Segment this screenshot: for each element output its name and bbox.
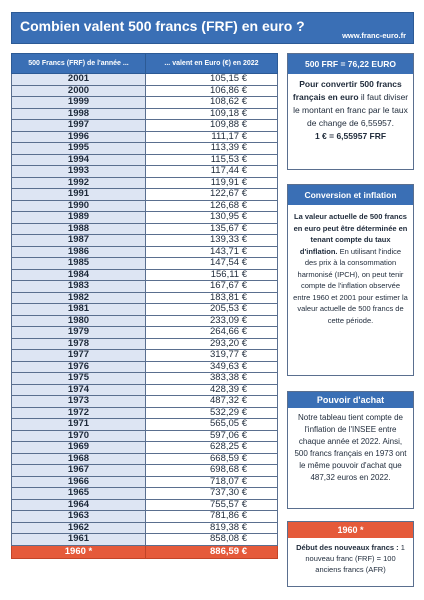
row-value: 126,68 € (146, 200, 278, 212)
row-value: 143,71 € (146, 246, 278, 258)
table-row (12, 269, 278, 281)
purchasing-power-box-title: Pouvoir d'achat (288, 392, 413, 408)
inflation-box-text: En utilisant l'indice des prix à la consommation harmonisé (IPCH), on peut tenir compte de l'inflation observée entre 1960 et 2001 pour estimer la valeur actuelle de 500 francs de cette période. (293, 246, 408, 325)
row-year: 1968 (12, 453, 146, 465)
row-year: 1975 (12, 373, 146, 385)
row-value: 105,15 € (146, 74, 278, 86)
row-value: 167,67 € (146, 281, 278, 293)
table-row (12, 200, 278, 212)
row-value: 597,06 € (146, 430, 278, 442)
row-value: 119,91 € (146, 177, 278, 189)
row-value: 183,81 € (146, 292, 278, 304)
table-row (12, 350, 278, 362)
site-url: www.franc-euro.fr (342, 31, 406, 40)
row-value: 428,39 € (146, 384, 278, 396)
new-franc-box-text: 1 nouveau franc (FRF) = 100 anciens francs (AFR) (305, 543, 405, 574)
row-year: 1963 (12, 511, 146, 523)
col-value-header: ... valent en Euro (€) en 2022 (146, 54, 278, 74)
row-value: 122,67 € (146, 189, 278, 201)
row-year: 1967 (12, 465, 146, 477)
row-value: 858,08 € (146, 534, 278, 546)
row-year: 1995 (12, 143, 146, 155)
row-value: 109,88 € (146, 120, 278, 132)
row-year: 1984 (12, 269, 146, 281)
table-row (12, 327, 278, 339)
row-value: 147,54 € (146, 258, 278, 270)
table-row (12, 212, 278, 224)
row-year: 1969 (12, 442, 146, 454)
row-year: 1990 (12, 200, 146, 212)
row-value: 233,09 € (146, 315, 278, 327)
row-value: 117,44 € (146, 166, 278, 178)
table-row (12, 430, 278, 442)
row-year: 1961 (12, 534, 146, 546)
row-year: 1994 (12, 154, 146, 166)
row-value: 115,53 € (146, 154, 278, 166)
row-value: 349,63 € (146, 361, 278, 373)
table-row (12, 476, 278, 488)
table-row (12, 304, 278, 316)
rate-box-bold-text: Pour convertir 500 francs français en euro (292, 79, 402, 102)
row-value: 106,86 € (146, 85, 278, 97)
table-row (12, 166, 278, 178)
row-year: 1983 (12, 281, 146, 293)
rate-box (287, 53, 414, 170)
row-year: 1998 (12, 108, 146, 120)
row-value: 487,32 € (146, 396, 278, 408)
row-year: 1979 (12, 327, 146, 339)
row-year: 1987 (12, 235, 146, 247)
inflation-box-body (288, 205, 413, 332)
new-franc-box-title: 1960 * (288, 522, 413, 538)
row-year: 1962 (12, 522, 146, 534)
purchasing-power-box (287, 391, 414, 509)
page-header (11, 12, 414, 44)
row-value: 718,07 € (146, 476, 278, 488)
row-value: 135,67 € (146, 223, 278, 235)
row-value: 139,33 € (146, 235, 278, 247)
row-year: 1991 (12, 189, 146, 201)
table-row (12, 154, 278, 166)
row-value: 628,25 € (146, 442, 278, 454)
table-row (12, 534, 278, 546)
table-row (12, 108, 278, 120)
new-franc-box (287, 521, 414, 587)
row-year: 1993 (12, 166, 146, 178)
row-year: 1992 (12, 177, 146, 189)
table-row (12, 74, 278, 86)
row-year: 1996 (12, 131, 146, 143)
new-franc-box-bold-text: Début des nouveaux francs : (296, 543, 399, 552)
row-value: 205,53 € (146, 304, 278, 316)
row-year: 1970 (12, 430, 146, 442)
table-row-1960 (12, 545, 278, 558)
row-value: 383,38 € (146, 373, 278, 385)
table-row (12, 373, 278, 385)
table-row (12, 522, 278, 534)
row-value: 781,86 € (146, 511, 278, 523)
row-year: 1965 (12, 488, 146, 500)
rate-box-body (288, 74, 413, 147)
table-row (12, 97, 278, 109)
row-year: 1988 (12, 223, 146, 235)
purchasing-power-box-text: Notre tableau tient compte de l'inflation de l'INSEE entre chaque année et 2022. Ainsi, 500 francs français en 1973 ont le même pouvoir d'achat que 487,32 euros en 2022. (294, 413, 407, 482)
row-year: 1973 (12, 396, 146, 408)
table-row (12, 85, 278, 97)
row-year: 1974 (12, 384, 146, 396)
row-value: 819,38 € (146, 522, 278, 534)
table-header-row (12, 54, 278, 74)
table-row (12, 246, 278, 258)
col-year-header: 500 Francs (FRF) de l'année ... (12, 54, 146, 74)
row-year: 1986 (12, 246, 146, 258)
new-franc-box-body (288, 538, 413, 579)
row-value: 565,05 € (146, 419, 278, 431)
table-row (12, 396, 278, 408)
rate-box-rate: 1 € = 6,55957 FRF (314, 131, 387, 141)
table-row (12, 131, 278, 143)
table-row (12, 511, 278, 523)
row-year: 1982 (12, 292, 146, 304)
row-year: 2000 (12, 85, 146, 97)
row-value: 319,77 € (146, 350, 278, 362)
row-year: 1960 * (12, 545, 146, 558)
table-row (12, 235, 278, 247)
row-year: 1972 (12, 407, 146, 419)
table-row (12, 361, 278, 373)
table-row (12, 419, 278, 431)
table-row (12, 499, 278, 511)
inflation-box-bold-text: La valeur actuelle de 500 francs en euro peut être déterminée en tenant compte du taux d'inflation. (293, 212, 408, 256)
inflation-box-title: Conversion et inflation (288, 185, 413, 205)
row-value: 532,29 € (146, 407, 278, 419)
table-body (12, 74, 278, 559)
table-row (12, 223, 278, 235)
table-row (12, 488, 278, 500)
table-row (12, 177, 278, 189)
row-year: 2001 (12, 74, 146, 86)
row-value: 668,59 € (146, 453, 278, 465)
conversion-table (11, 53, 278, 559)
row-value: 108,62 € (146, 97, 278, 109)
row-year: 1999 (12, 97, 146, 109)
table-row (12, 281, 278, 293)
rate-box-title: 500 FRF = 76,22 EURO (288, 54, 413, 74)
inflation-box (287, 184, 414, 376)
table-row (12, 407, 278, 419)
row-year: 1980 (12, 315, 146, 327)
row-year: 1978 (12, 338, 146, 350)
row-year: 1997 (12, 120, 146, 132)
row-value: 109,18 € (146, 108, 278, 120)
table-row (12, 258, 278, 270)
row-value: 111,17 € (146, 131, 278, 143)
table-row (12, 315, 278, 327)
row-value: 130,95 € (146, 212, 278, 224)
row-value: 264,66 € (146, 327, 278, 339)
row-year: 1977 (12, 350, 146, 362)
row-year: 1985 (12, 258, 146, 270)
table-row (12, 120, 278, 132)
row-value: 156,11 € (146, 269, 278, 281)
table-row (12, 453, 278, 465)
row-value: 737,30 € (146, 488, 278, 500)
row-value: 698,68 € (146, 465, 278, 477)
table-row (12, 465, 278, 477)
table-row (12, 189, 278, 201)
row-year: 1966 (12, 476, 146, 488)
table-row (12, 442, 278, 454)
row-year: 1989 (12, 212, 146, 224)
rate-box-text: il faut diviser le montant en franc par le taux de change de 6,55957. (293, 92, 409, 128)
table-row (12, 143, 278, 155)
table-row (12, 292, 278, 304)
row-value: 293,20 € (146, 338, 278, 350)
table-row (12, 384, 278, 396)
row-value: 113,39 € (146, 143, 278, 155)
row-value: 886,59 € (146, 545, 278, 558)
row-year: 1976 (12, 361, 146, 373)
page-title: Combien valent 500 francs (FRF) en euro ? (20, 18, 305, 34)
row-value: 755,57 € (146, 499, 278, 511)
table-row (12, 338, 278, 350)
row-year: 1964 (12, 499, 146, 511)
row-year: 1981 (12, 304, 146, 316)
row-year: 1971 (12, 419, 146, 431)
